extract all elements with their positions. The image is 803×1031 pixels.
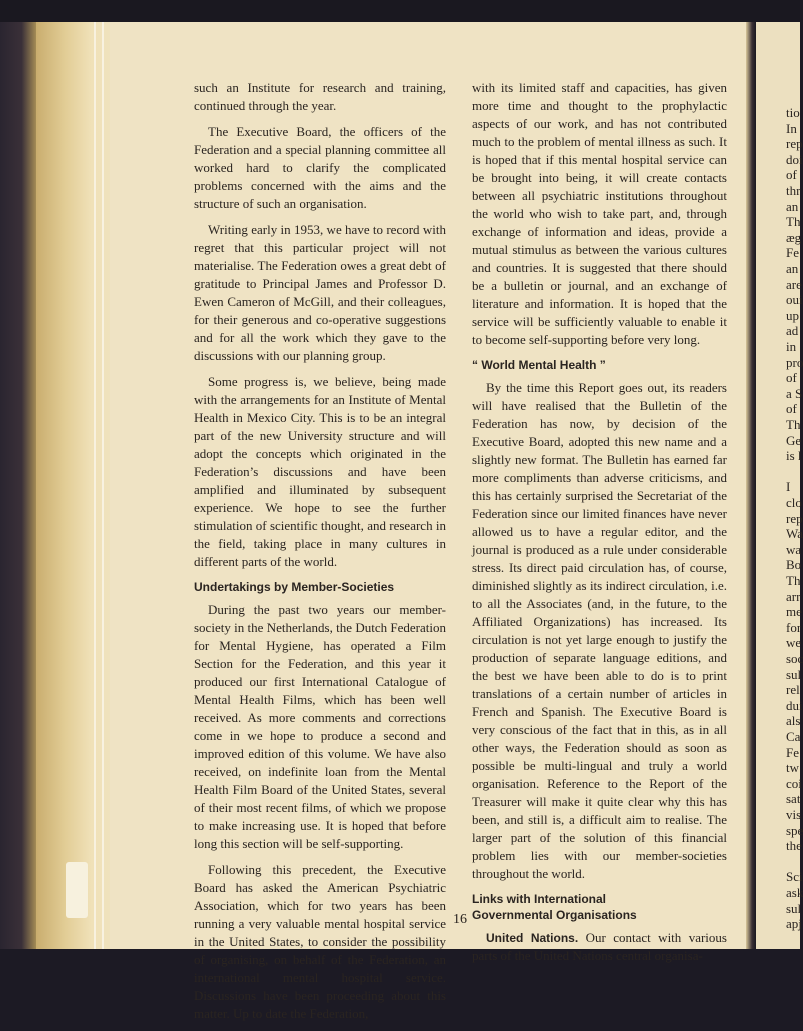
section-heading-line: Governmental Organisations [472, 908, 637, 922]
paragraph-text: Some progress is, we believe, being made with the arrangements for an Institute of Mental Health in Mexico City. This is to be an integral part of the new University structure and will adopt the concepts which originated in the Federation’s discussions and have been amplified and illuminated by subsequent experience. We hope to see the further stimulation of scientific thought, and research in the field, taking place in many cultures in different parts of the world. [194, 374, 446, 569]
section-heading-line: Undertakings by Member-Societies [194, 580, 395, 594]
adjacent-page-text-fragment: rel [786, 682, 800, 698]
adjacent-page-text-fragment: Sci [786, 869, 803, 885]
body-paragraph [194, 601, 446, 853]
adjacent-page-text-fragment: wa [786, 541, 802, 557]
text-column-left [194, 79, 446, 1031]
adjacent-page-text-fragment: of [786, 401, 797, 417]
adjacent-page-text-fragment: apj [786, 916, 802, 932]
paragraph-text: During the past two years our member-society in the Netherlands, the Dutch Federation for Mental Hygiene, has operated a Film Section for the Federation, and this year it produced our first International Catalogue of Mental Health Films, which has been well received. As more comments and corrections come in we hope to produce a second and improved edition of this volume. We have also received, on indefinite loan from the Mental Health Film Board of the United States, several of their most recent films, of which we propose to make increasing use. It is hoped that before long this section will be self-supporting. [194, 602, 446, 851]
binding-highlight [102, 22, 104, 949]
binding-highlight [94, 22, 96, 949]
body-paragraph [194, 861, 446, 1023]
adjacent-page-text-fragment: spe [786, 822, 803, 838]
paragraph-text: Our contact with various parts of the United Nations central organisa- [472, 930, 727, 963]
adjacent-page-text-fragment: Th [786, 214, 801, 230]
body-paragraph [472, 79, 727, 349]
adjacent-page-text-fragment: Bo [786, 557, 802, 573]
adjacent-page-text-fragment: ask [786, 885, 803, 900]
adjacent-page-text-fragment: doi [786, 151, 803, 167]
section-heading-line: Links with International [472, 892, 607, 906]
adjacent-page-fragment [756, 22, 803, 949]
paragraph-lead-in: United Nations. [486, 931, 579, 945]
adjacent-page-text-fragment: sul [786, 900, 802, 916]
book-binding [36, 22, 110, 949]
adjacent-page-text-fragment: Fe [786, 245, 799, 261]
paragraph-text: The Executive Board, the officers of the Federation and a special planning committee all worked hard to clarify the complicated problems concerned with the aims and the structure of such an organisation. [194, 124, 446, 211]
adjacent-page-text-fragment: of [786, 370, 797, 386]
adjacent-page-text-fragment: ad [786, 323, 799, 339]
adjacent-page-text-fragment: coi [786, 775, 802, 791]
body-paragraph [472, 379, 727, 883]
adjacent-page-text-fragment: we [786, 635, 802, 651]
adjacent-page-text-fragment: clo [786, 495, 802, 510]
book-cover-edge [0, 22, 36, 949]
adjacent-page-text-fragment: tw [786, 760, 799, 776]
adjacent-page-text-fragment: sul [786, 666, 802, 682]
adjacent-page-text-fragment: Th [786, 417, 801, 432]
section-heading [472, 891, 727, 923]
paragraph-text: such an Institute for research and training, continued through the year. [194, 80, 446, 113]
page-gutter [746, 22, 756, 949]
adjacent-page-text-fragment: Ca [786, 729, 801, 744]
adjacent-page-text-fragment: rep [786, 136, 803, 152]
adjacent-page-text-fragment: In [786, 120, 797, 136]
adjacent-page-text-fragment: arr [786, 588, 801, 604]
paragraph-text: with its limited staff and capacities, has given more time and thought to the prophylactic aspects of our work, and has not contributed much to the problem of mental illness as such. It is hoped that if this mental hospital service can be brought into being, it will create contacts between all psychiatric institutions throughout the world who wish to take part, and, through exchange of information and ideas, provide a mutual stimulus as between the various cultures and countries. It is suggested that there should be a bulletin or journal, and an exchange of literature and information. It is hoped that the service will be sufficiently valuable to enable it to become self-supporting before very long. [472, 80, 727, 347]
adjacent-page-text-fragment: an [786, 261, 799, 276]
adjacent-page-text-fragment: up [786, 307, 799, 323]
adjacent-page-text-fragment: tio [786, 105, 800, 120]
body-paragraph [194, 221, 446, 365]
text-column-right [472, 79, 727, 973]
adjacent-page-text-fragment: Wa [786, 526, 803, 542]
adjacent-page-text-fragment: soc [786, 651, 803, 666]
adjacent-page-text-fragment: æg [786, 229, 802, 245]
adjacent-page-text-fragment: of [786, 167, 797, 183]
adjacent-page-text-fragment: the [786, 838, 802, 854]
scan-top-border [0, 0, 800, 22]
adjacent-page-text-fragment: me [786, 604, 802, 620]
adjacent-page-text-fragment: I [786, 479, 791, 495]
paragraph-text: By the time this Report goes out, its readers will have realised that the Bulletin of the Federation has now, by decision of the Executive Board, adopted this new name and a slightly new format. The Bulletin has earned far more compliments than adverse criticisms, and this has certainly surprised the Secretariat of the Federation since our limited finances have never allowed us to have a regular editor, and the journal is produced as a rule under considerable stress. Its direct paid circulation has, of course, diminished slightly as its indirect circulation, i.e. to all the Associates (and, in the future, to the Affiliated Organizations) has increased. Its circulation is not yet large enough to justify the production of separate language editions, and the best we have been able to do is to print translations of a certain number of articles in French and Spanish. The Executive Board is very conscious of the fact that in this, as in all other ways, the Federation should as soon as possible be multi-lingual and truly a world organisation. Reference to the Report of the Treasurer will make it quite clear why this has been, and still is, a difficult aim to realise. The larger part of the solution of this financial problem lies with our member-societies throughout the world. [472, 380, 727, 881]
adjacent-page-text-fragment: sat [786, 791, 801, 807]
adjacent-page-text-fragment: an [786, 198, 799, 214]
paragraph-text: Following this precedent, the Executive Board has asked the American Psychiatric Association, which for two years has been running a very valuable mental hospital service in the United States, to consider the possibility of organising, on behalf of the Federation, an international mental hospital service. Discussions have been proceeding about this matter. Up to date the Federation, [194, 862, 446, 1021]
section-heading [472, 357, 727, 373]
adjacent-page-text-fragment: oui [786, 292, 803, 308]
binding-tab [66, 862, 88, 918]
adjacent-page-text-fragment: in [786, 339, 797, 354]
adjacent-page-text-fragment: pro [786, 354, 803, 370]
body-paragraph [194, 123, 446, 213]
adjacent-page-text-fragment: are [786, 276, 802, 292]
adjacent-page-text-fragment: is l [786, 448, 802, 464]
page-number: 16 [453, 912, 467, 927]
adjacent-page-text-fragment: thr [786, 183, 801, 198]
section-heading [194, 579, 446, 595]
body-paragraph [194, 79, 446, 115]
adjacent-page-text-fragment: dui [786, 697, 803, 713]
adjacent-page-text-fragment: Ge [786, 432, 802, 448]
body-paragraph [194, 373, 446, 571]
adjacent-page-text-fragment: vis [786, 807, 802, 822]
adjacent-page-text-fragment: rep [786, 510, 803, 526]
adjacent-page-text-fragment: Fe [786, 744, 799, 760]
body-paragraph [472, 929, 727, 965]
adjacent-page-text-fragment: als [786, 713, 801, 729]
adjacent-page-text-fragment: for [786, 619, 802, 635]
paragraph-text: Writing early in 1953, we have to record with regret that this particular project will not materialise. The Federation owes a great debt of gratitude to Principal James and Professor D. Ewen Cameron of McGill, and their colleagues, for their generous and co-operative suggestions and for all the work which they gave to the discussions with our planning group. [194, 222, 446, 363]
section-heading-line: “ World Mental Health ” [472, 358, 606, 372]
adjacent-page-text-fragment: a S [786, 385, 803, 401]
adjacent-page-text-fragment: Th [786, 573, 801, 588]
